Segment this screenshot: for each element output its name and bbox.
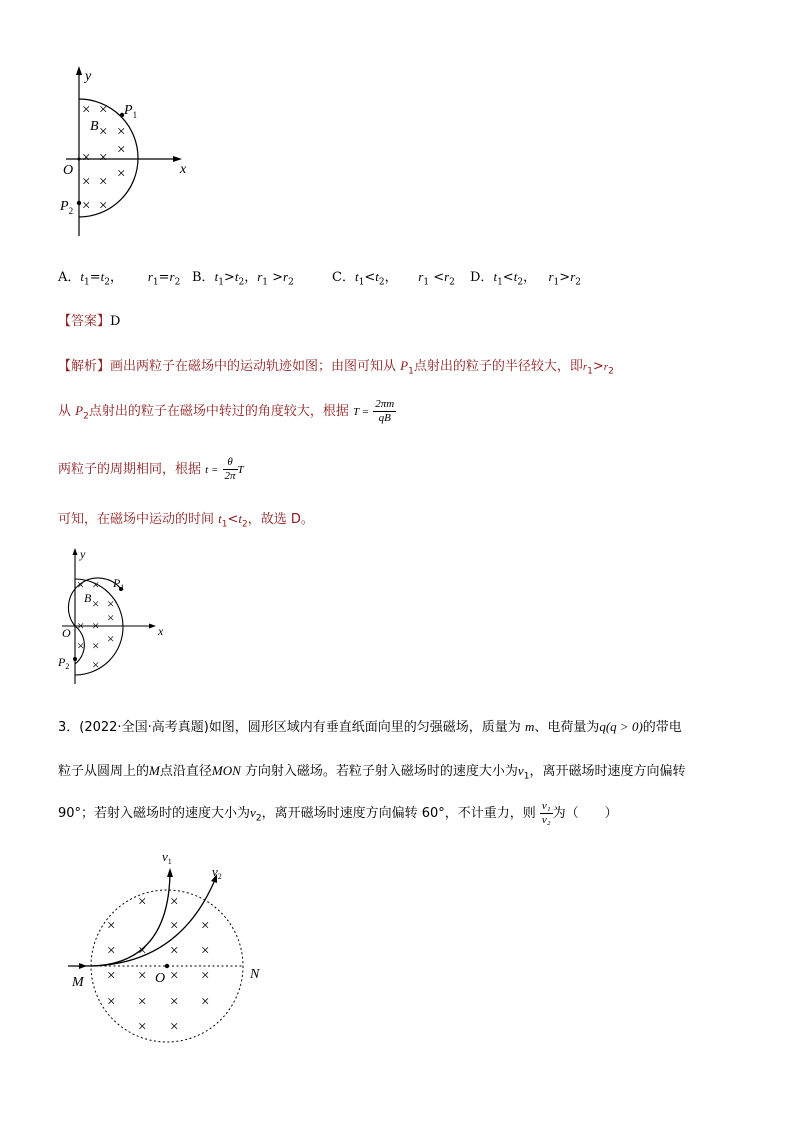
field-cross: × xyxy=(77,577,85,592)
option-c: C．$t_1<t_2$， $r_1 <r_2$ xyxy=(332,269,455,288)
magnetic-field-crosses xyxy=(107,894,209,1035)
x-axis-arrow xyxy=(149,624,156,629)
field-cross: × xyxy=(82,198,91,214)
y-axis-arrow xyxy=(73,548,78,555)
formula-period: T = $\frac{2\pi m}{qB}$ xyxy=(353,398,395,424)
analysis-tag: 【解析】 xyxy=(58,359,111,374)
field-cross: × xyxy=(92,657,100,672)
field-cross: × xyxy=(77,618,85,633)
point-p2 xyxy=(73,657,77,661)
field-cross: × xyxy=(82,102,91,118)
field-cross: × xyxy=(201,994,210,1010)
field-cross: × xyxy=(201,918,210,934)
figure-3-diagram xyxy=(60,846,280,1046)
analysis-line-3: 两粒子的周期相同，根据 t = $\frac{\theta}{2\pi}$ T xyxy=(58,456,244,482)
field-cross: × xyxy=(117,124,126,140)
field-cross: × xyxy=(138,994,147,1010)
analysis-line-2: 从 $P_2$点射出的粒子在磁场中转过的角度较大，根据 T = $\frac{2\pi m}{qB}$ xyxy=(58,398,395,424)
origin-label: O xyxy=(63,163,74,178)
v2-label: $v_2$ xyxy=(212,864,222,881)
field-cross: × xyxy=(82,150,91,166)
answer-value: D xyxy=(110,314,121,329)
incoming-arrow xyxy=(79,963,87,969)
field-cross: × xyxy=(170,894,179,910)
question-number: 3． xyxy=(58,720,80,735)
point-p2 xyxy=(77,201,81,205)
analysis-line-1: 【解析】画出两粒子在磁场中的运动轨迹如图；由图可知从 $P_1$点射出的粒子的半径较大，即$r_1>r_2$ xyxy=(58,358,614,377)
v1-arrow xyxy=(167,868,173,877)
field-cross: × xyxy=(77,638,85,653)
figure-1-diagram xyxy=(50,62,210,244)
point-p1-label: $P_1$ xyxy=(113,576,125,592)
field-cross: × xyxy=(99,198,108,214)
question-source: (2022·全国·高考真题) xyxy=(79,720,209,735)
x-axis-label: x xyxy=(180,162,187,177)
field-cross: × xyxy=(107,596,115,611)
field-label-b: B xyxy=(84,591,92,605)
field-cross: × xyxy=(107,994,116,1010)
field-cross: × xyxy=(99,124,108,140)
option-a: A．$t_1=t_2$， $r_1=r_2$ xyxy=(58,269,181,288)
field-cross: × xyxy=(170,994,179,1010)
field-cross: × xyxy=(170,968,179,984)
field-cross: × xyxy=(138,1019,147,1035)
field-cross: × xyxy=(170,918,179,934)
field-cross: × xyxy=(138,943,147,959)
answer-line xyxy=(58,310,120,329)
field-cross: × xyxy=(82,174,91,190)
question-3-line-3: 90°；若射入磁场时的速度大小为$v_2$，离开磁场时速度方向偏转 60°，不计重力，则 $\frac{\text{v₁}}{\text{v₂}}$ 为（ ） xyxy=(58,800,618,826)
y-axis-label: y xyxy=(85,69,92,84)
point-m-label: M xyxy=(72,975,84,990)
field-cross: × xyxy=(92,596,100,611)
field-cross: × xyxy=(117,142,126,158)
field-cross: × xyxy=(107,943,116,959)
option-d: D．$t_1<t_2$， $r_1>r_2$ xyxy=(470,269,581,288)
point-p2-label: $P_2$ xyxy=(58,655,70,671)
figure-2-diagram xyxy=(50,542,180,690)
field-cross: × xyxy=(107,610,115,625)
question-3-line-1: 3．(2022·全国·高考真题)如图，圆形区域内有垂直纸面向里的匀强磁场，质量为 m、电荷量为q(q > 0)的带电 xyxy=(58,719,682,735)
field-cross: × xyxy=(138,894,147,910)
question-3-line-2: 粒子从圆周上的M点沿直径MON 方向射入磁场。若粒子射入磁场时的速度大小为$v_1$，离开磁场时速度方向偏转 xyxy=(58,763,686,782)
center-o-label: O xyxy=(155,971,166,986)
point-p1-label: $P_1$ xyxy=(124,103,138,120)
field-cross: × xyxy=(99,102,108,118)
v1-label: $v_1$ xyxy=(162,849,172,866)
field-cross: × xyxy=(201,943,210,959)
field-label-b: B xyxy=(90,119,99,134)
trajectory-v1 xyxy=(91,874,170,966)
point-p2-label: $P_2$ xyxy=(60,199,74,216)
field-cross: × xyxy=(92,638,100,653)
x-axis-label: x xyxy=(158,624,164,638)
field-cross: × xyxy=(201,968,210,984)
field-cross: × xyxy=(138,968,147,984)
center-point-o xyxy=(165,964,169,968)
point-n-label: N xyxy=(250,967,260,982)
answer-tag: 【答案】 xyxy=(58,314,111,329)
field-cross: × xyxy=(170,1019,179,1035)
field-cross: × xyxy=(170,943,179,959)
field-cross: × xyxy=(92,618,100,633)
magnetic-field-crosses xyxy=(82,102,125,214)
analysis-line-4: 可知，在磁场中运动的时间 $t_1<t_2$，故选 D。 xyxy=(58,511,314,530)
magnetic-field-crosses xyxy=(77,577,114,672)
field-cross: × xyxy=(99,174,108,190)
option-b: B．$t_1>t_2$，$r_1 >r_2$ xyxy=(192,269,294,288)
field-cross: × xyxy=(92,577,100,592)
field-cross: × xyxy=(107,631,115,646)
y-axis-label: y xyxy=(80,547,86,561)
field-cross: × xyxy=(107,918,116,934)
y-axis-arrow xyxy=(76,66,82,75)
origin-point xyxy=(78,158,81,161)
formula-time: t = $\frac{\theta}{2\pi}$ T xyxy=(205,456,244,482)
velocity-ratio: $\frac{\text{v₁}}{\text{v₂}}$ xyxy=(541,800,551,826)
field-cross: × xyxy=(99,150,108,166)
field-cross: × xyxy=(117,166,126,182)
origin-label: O xyxy=(62,626,71,640)
field-cross: × xyxy=(107,968,116,984)
